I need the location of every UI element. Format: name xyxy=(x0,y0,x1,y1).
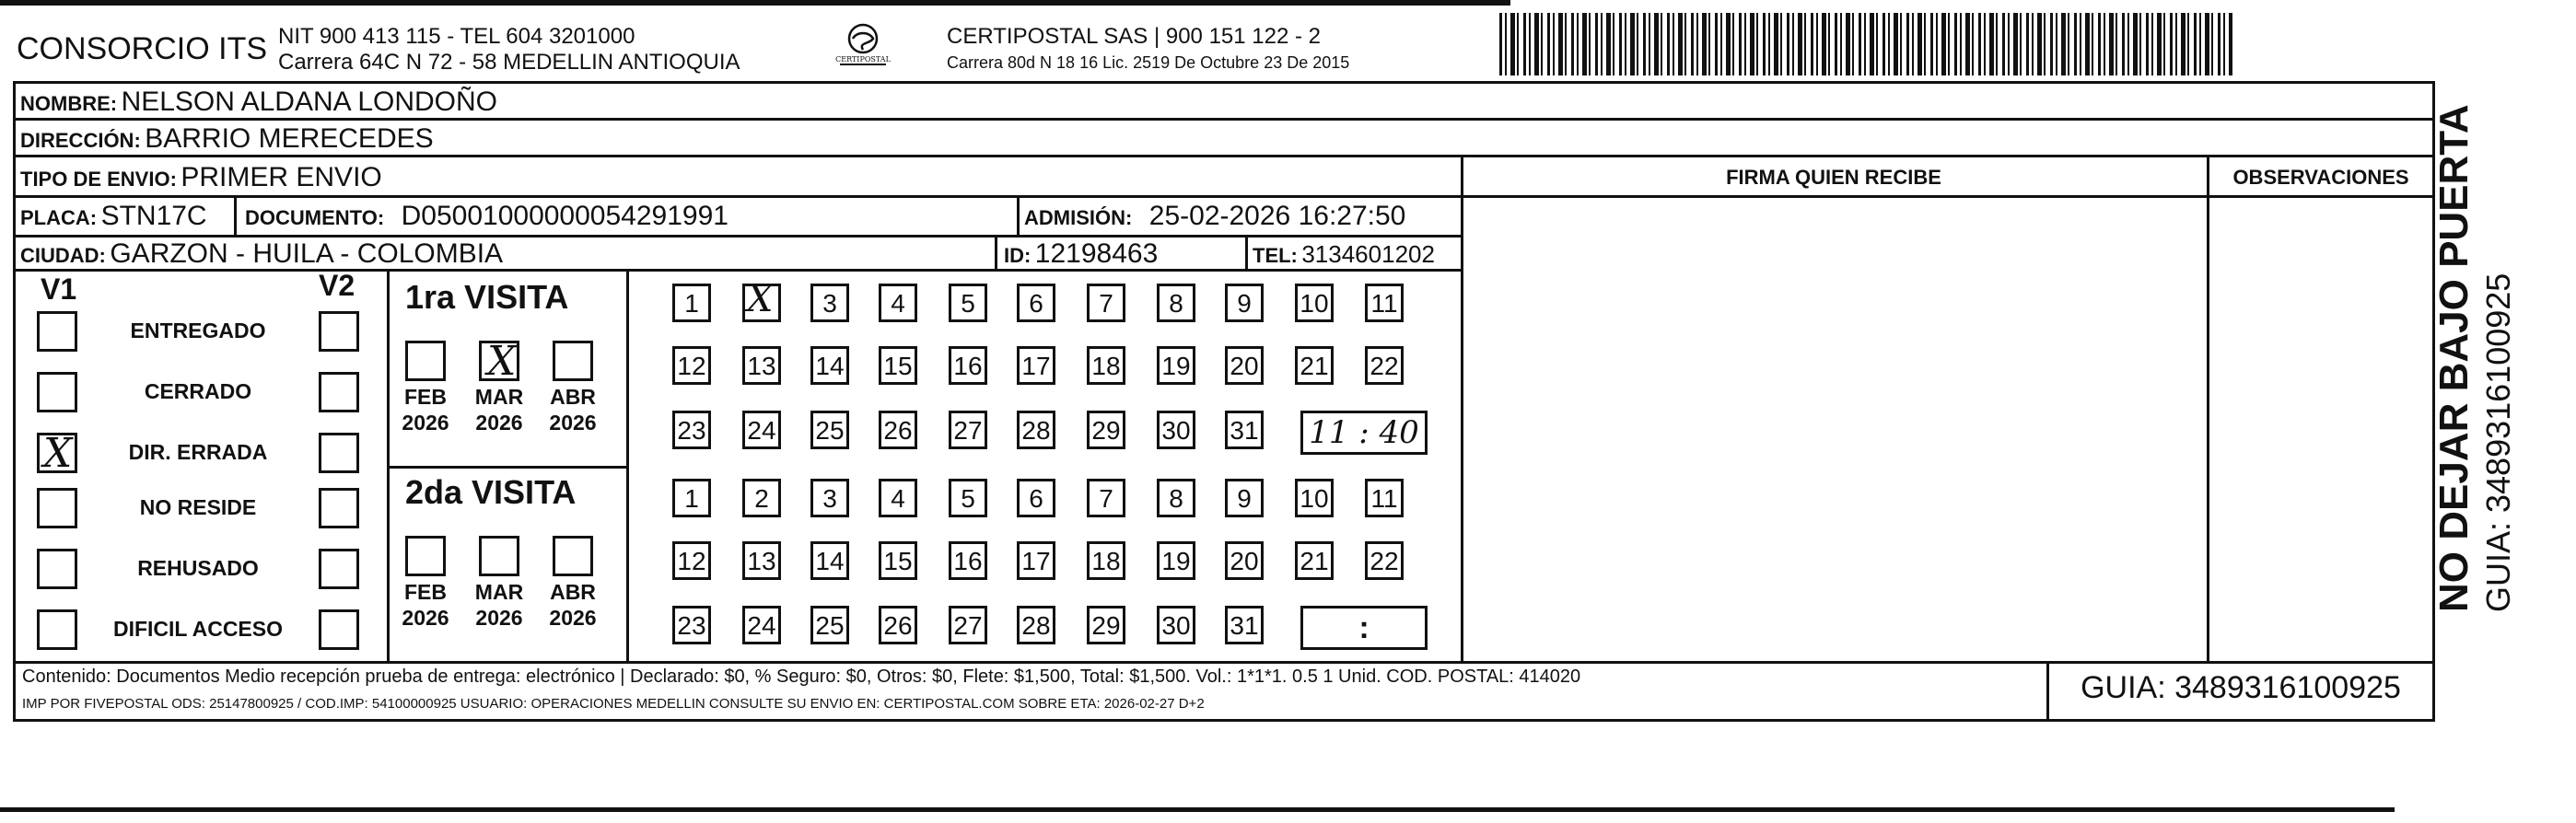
day-box-23[interactable]: 23 xyxy=(672,411,711,449)
day-box-4[interactable]: 4 xyxy=(879,284,917,322)
day-box-20[interactable]: 20 xyxy=(1225,346,1264,385)
logo-text: CERTIPOSTAL xyxy=(835,55,891,64)
month-label: MAR xyxy=(474,580,524,604)
carrier-name: CERTIPOSTAL SAS | 900 151 122 - 2 xyxy=(947,24,1321,49)
company-name: CONSORCIO ITS xyxy=(17,31,268,66)
year-label: 2026 xyxy=(402,606,449,630)
day-box-31[interactable]: 31 xyxy=(1225,606,1264,644)
v2-checkbox[interactable] xyxy=(319,372,359,412)
day-box-30[interactable]: 30 xyxy=(1157,411,1195,449)
col-divider xyxy=(1245,235,1248,269)
content-line: Contenido: Documentos Medio recepción prueba de entrega: electrónico | Declarado: $0, % Seguro: $0, Otros: $0, Flete: $1,500, Total: $1,500. Vol.: 1*1*1. 0.5 1 Unid. COD. POSTAL: 414020 xyxy=(22,667,1581,687)
day-box-6[interactable]: 6 xyxy=(1017,284,1055,322)
v2-header: V2 xyxy=(319,269,356,302)
status-label: ENTREGADO xyxy=(130,319,266,342)
month-checkbox[interactable] xyxy=(553,341,593,381)
year-label: 2026 xyxy=(402,411,449,435)
day-box-9[interactable]: 9 xyxy=(1225,479,1264,517)
side-guide: GUIA: 3489316100925 xyxy=(2479,272,2517,612)
document-label: DOCUMENTO: xyxy=(245,206,385,229)
day-box-8[interactable]: 8 xyxy=(1157,479,1195,517)
time-box[interactable]: : xyxy=(1300,606,1428,650)
month-checkbox[interactable] xyxy=(479,338,519,385)
v1-checkbox[interactable] xyxy=(37,609,77,650)
day-box-12[interactable]: 12 xyxy=(672,346,711,385)
day-box-20[interactable]: 20 xyxy=(1225,541,1264,580)
day-box-23[interactable]: 23 xyxy=(672,606,711,644)
admission-cell xyxy=(1024,201,1405,232)
day-box-1[interactable]: 1 xyxy=(672,284,711,322)
day-box-5[interactable]: 5 xyxy=(949,284,987,322)
day-box-12[interactable]: 12 xyxy=(672,541,711,580)
day-box-15[interactable]: 15 xyxy=(879,346,917,385)
visit-title: 2da VISITA xyxy=(405,473,577,511)
day-box-14[interactable]: 14 xyxy=(810,541,849,580)
row-divider xyxy=(13,195,2435,198)
month-label: FEB xyxy=(404,385,447,409)
no-dejar-bajo-puerta: NO DEJAR BAJO PUERTA xyxy=(2431,104,2477,612)
month-checkbox[interactable] xyxy=(405,536,446,576)
handwritten-check-mark: X xyxy=(487,338,517,385)
month-checkbox[interactable] xyxy=(405,341,446,381)
day-box-25[interactable]: 25 xyxy=(810,411,849,449)
day-box-16[interactable]: 16 xyxy=(949,541,987,580)
top-edge xyxy=(0,0,1510,6)
company-address: Carrera 64C N 72 - 58 MEDELLIN ANTIOQUIA xyxy=(278,50,740,75)
plate-cell xyxy=(20,201,207,232)
footer-divider xyxy=(13,661,2435,664)
v1-header: V1 xyxy=(41,272,77,306)
address-label: DIRECCIÓN: xyxy=(20,129,141,152)
day-box-19[interactable]: 19 xyxy=(1157,541,1195,580)
day-box-21[interactable]: 21 xyxy=(1295,541,1334,580)
observations-header: OBSERVACIONES xyxy=(2232,166,2409,189)
day-box-11[interactable]: 11 xyxy=(1365,479,1404,517)
day-box-29[interactable]: 29 xyxy=(1087,606,1125,644)
month-label: FEB xyxy=(404,580,447,604)
tel-label: TEL: xyxy=(1253,244,1298,267)
v1-checkbox[interactable] xyxy=(37,430,77,477)
day-box-31[interactable]: 31 xyxy=(1225,411,1264,449)
day-box-3[interactable]: 3 xyxy=(810,284,849,322)
day-box-26[interactable]: 26 xyxy=(879,411,917,449)
day-box-24[interactable]: 24 xyxy=(742,411,781,449)
footer-guide: GUIA: 3489316100925 xyxy=(2081,670,2401,705)
name-label: NOMBRE: xyxy=(20,92,118,115)
certipostal-logo xyxy=(831,22,895,70)
day-box-26[interactable]: 26 xyxy=(879,606,917,644)
day-box-8[interactable]: 8 xyxy=(1157,284,1195,322)
v1-checkbox[interactable] xyxy=(37,488,77,528)
day-box-6[interactable]: 6 xyxy=(1017,479,1055,517)
day-box-19[interactable]: 19 xyxy=(1157,346,1195,385)
day-box-25[interactable]: 25 xyxy=(810,606,849,644)
admission-value: 25-02-2026 16:27:50 xyxy=(1148,201,1406,231)
signature-col-right xyxy=(2207,155,2209,662)
day-box-28[interactable]: 28 xyxy=(1017,411,1055,449)
v2-checkbox[interactable] xyxy=(319,433,359,473)
v1-checkbox[interactable] xyxy=(37,311,77,352)
ship-type-row xyxy=(20,162,382,193)
col-divider xyxy=(995,235,997,269)
city-cell xyxy=(20,238,503,270)
year-label: 2026 xyxy=(475,606,523,630)
address-row xyxy=(20,123,434,155)
year-label: 2026 xyxy=(549,411,597,435)
handwritten-check-mark: X xyxy=(747,278,774,320)
day-box-10[interactable]: 10 xyxy=(1295,479,1334,517)
v1-checkbox[interactable] xyxy=(37,372,77,412)
city-label: CIUDAD: xyxy=(20,244,106,267)
day-box-22[interactable]: 22 xyxy=(1365,541,1404,580)
day-box-13[interactable]: 13 xyxy=(742,541,781,580)
plate-label: PLACA: xyxy=(20,206,98,229)
day-box-22[interactable]: 22 xyxy=(1365,346,1404,385)
day-box-18[interactable]: 18 xyxy=(1087,346,1125,385)
month-label: ABR xyxy=(550,385,596,409)
day-box-2[interactable] xyxy=(742,278,781,322)
admission-label: ADMISIÓN: xyxy=(1024,206,1133,229)
signature-col-left xyxy=(1461,155,1463,662)
tel-cell xyxy=(1253,240,1435,269)
day-box-17[interactable]: 17 xyxy=(1017,346,1055,385)
time-box[interactable]: 11 : 40 xyxy=(1300,411,1428,455)
status-label: REHUSADO xyxy=(137,556,259,580)
day-box-16[interactable]: 16 xyxy=(949,346,987,385)
row-divider xyxy=(13,155,2435,157)
month-label: MAR xyxy=(474,385,524,409)
v2-checkbox[interactable] xyxy=(319,549,359,589)
v2-checkbox[interactable] xyxy=(319,311,359,352)
day-box-28[interactable]: 28 xyxy=(1017,606,1055,644)
plate-value: STN17C xyxy=(100,201,207,231)
day-box-7[interactable]: 7 xyxy=(1087,479,1125,517)
signature-header: FIRMA QUIEN RECIBE xyxy=(1726,166,1941,189)
side-text xyxy=(2431,97,2570,612)
day-box-11[interactable]: 11 xyxy=(1365,284,1404,322)
day-box-17[interactable]: 17 xyxy=(1017,541,1055,580)
visit-row-divider xyxy=(387,466,628,469)
address-value: BARRIO MERECEDES xyxy=(145,123,434,154)
id-label: ID: xyxy=(1004,244,1032,267)
carrier-address: Carrera 80d N 18 16 Lic. 2519 De Octubre 23 De 2015 xyxy=(947,53,1350,72)
day-box-24[interactable]: 24 xyxy=(742,606,781,644)
handwritten-check-mark: X xyxy=(43,430,73,477)
city-value: GARZON - HUILA - COLOMBIA xyxy=(110,238,504,269)
v2-checkbox[interactable] xyxy=(319,488,359,528)
day-box-9[interactable]: 9 xyxy=(1225,284,1264,322)
month-checkbox[interactable] xyxy=(553,536,593,576)
document-value: D05001000000054291991 xyxy=(401,201,729,231)
day-box-5[interactable]: 5 xyxy=(949,479,987,517)
day-box-2[interactable]: 2 xyxy=(742,479,781,517)
day-box-1[interactable]: 1 xyxy=(672,479,711,517)
imp-line: IMP POR FIVEPOSTAL ODS: 25147800925 / COD.IMP: 54100000925 USUARIO: OPERACIONES MEDELLIN CONSULTE SU ENVIO EN: CERTIPOSTAL.COM SOBRE ETA: 2026-02-27 D+2 xyxy=(22,696,1205,712)
day-box-21[interactable]: 21 xyxy=(1295,346,1334,385)
company-nit: NIT 900 413 115 - TEL 604 3201000 xyxy=(278,24,635,49)
name-value: NELSON ALDANA LONDOÑO xyxy=(121,87,498,117)
day-box-27[interactable]: 27 xyxy=(949,606,987,644)
day-box-7[interactable]: 7 xyxy=(1087,284,1125,322)
day-box-27[interactable]: 27 xyxy=(949,411,987,449)
month-label: ABR xyxy=(550,580,596,604)
day-box-4[interactable]: 4 xyxy=(879,479,917,517)
col-divider xyxy=(1017,195,1020,235)
v2-checkbox[interactable] xyxy=(319,609,359,650)
status-label: CERRADO xyxy=(144,379,252,403)
visit-title: 1ra VISITA xyxy=(405,278,569,316)
name-row xyxy=(20,87,497,118)
year-label: 2026 xyxy=(549,606,597,630)
day-box-18[interactable]: 18 xyxy=(1087,541,1125,580)
day-box-14[interactable]: 14 xyxy=(810,346,849,385)
month-checkbox[interactable] xyxy=(479,536,519,576)
year-label: 2026 xyxy=(475,411,523,435)
tel-value: 3134601202 xyxy=(1301,240,1435,268)
barcode xyxy=(1499,13,2232,75)
day-box-10[interactable]: 10 xyxy=(1295,284,1334,322)
ship-type-value: PRIMER ENVIO xyxy=(181,162,382,192)
day-box-3[interactable]: 3 xyxy=(810,479,849,517)
day-box-30[interactable]: 30 xyxy=(1157,606,1195,644)
bottom-edge xyxy=(0,807,2395,812)
status-label: DIR. ERRADA xyxy=(128,440,268,464)
status-label: NO RESIDE xyxy=(139,495,257,519)
ship-type-label: TIPO DE ENVIO: xyxy=(20,168,177,191)
day-box-29[interactable]: 29 xyxy=(1087,411,1125,449)
v1-checkbox[interactable] xyxy=(37,549,77,589)
status-label: DIFICIL ACCESO xyxy=(112,617,283,641)
col-divider xyxy=(234,195,237,235)
day-box-15[interactable]: 15 xyxy=(879,541,917,580)
day-box-13[interactable]: 13 xyxy=(742,346,781,385)
row-divider xyxy=(13,118,2435,121)
id-value: 12198463 xyxy=(1034,238,1159,269)
document-cell xyxy=(245,201,729,232)
id-cell xyxy=(1004,238,1158,270)
